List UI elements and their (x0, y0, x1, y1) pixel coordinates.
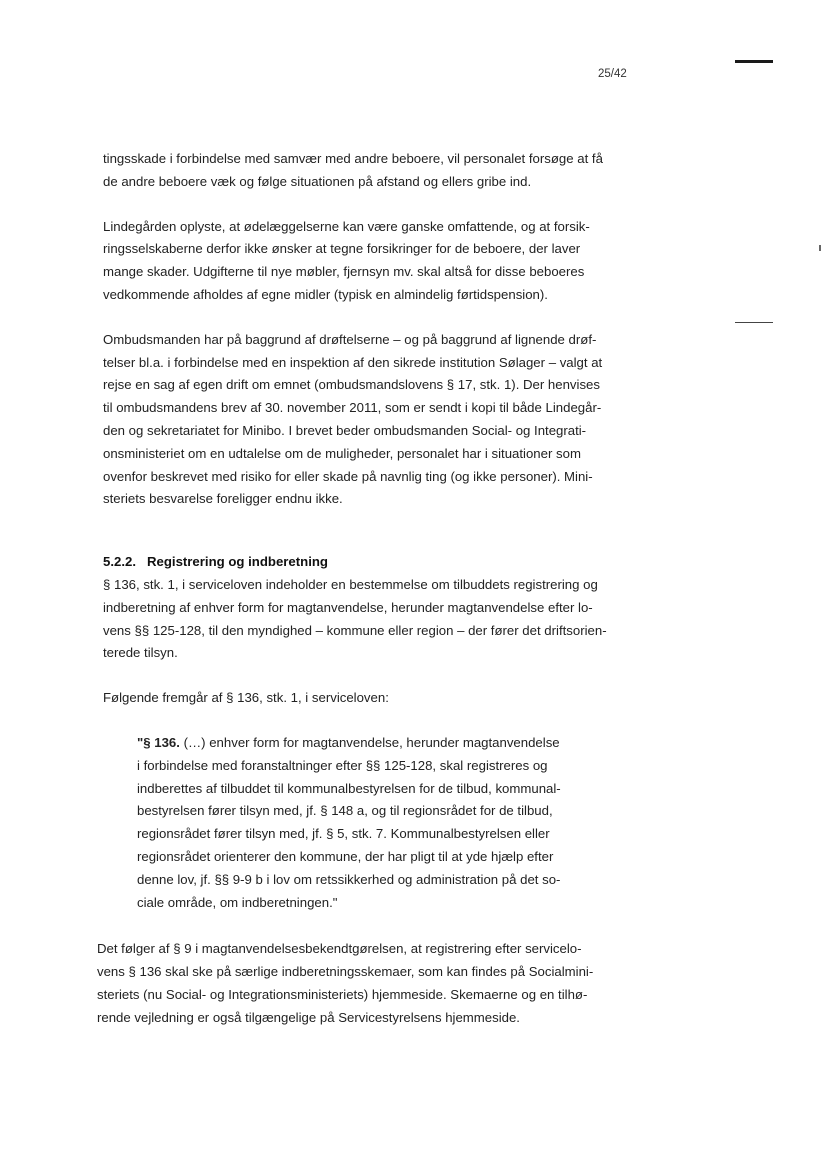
paragraph-6 (97, 938, 623, 1029)
text-line: telser bl.a. i forbindelse med en inspektion af den sikrede institution Sølager – valgt at (103, 354, 603, 370)
text-line: de andre beboere væk og følge situationen på afstand og ellers gribe ind. (103, 173, 532, 189)
text-line: steriets (nu Social- og Integrationsministeriets) hjemmeside. Skemaerne og en tilhø- (97, 986, 588, 1002)
text-line: steriets besvarelse foreligger endnu ikke. (103, 491, 343, 507)
text-line: regionsrådet fører tilsyn med, jf. § 5, stk. 7. Kommunalbestyrelsen eller (137, 826, 550, 842)
document-body (97, 148, 623, 1030)
paragraph-5 (103, 687, 623, 710)
text-line: ciale område, om indberetningen." (137, 894, 338, 910)
text-line: til ombudsmandens brev af 30. november 2011, som er sendt i kopi til både Lindegår- (103, 400, 602, 416)
paragraph-4 (103, 574, 623, 665)
text-line: regionsrådet orienterer den kommune, der har pligt til at yde hjælp efter (137, 848, 554, 864)
law-quote (103, 732, 607, 914)
section-title: Registrering og indberetning (147, 554, 328, 570)
text-line: indberetning af enhver form for magtanvendelse, herunder magtanvendelse efter lo- (103, 599, 593, 615)
margin-mark-middle (735, 322, 773, 323)
section-number: 5.2.2. (103, 554, 136, 570)
text-line: den og sekretariatet for Minibo. I brevet beder ombudsmanden Social- og Integrati- (103, 422, 587, 438)
paragraph-1 (103, 148, 623, 194)
text-line: § 136, stk. 1, i serviceloven indeholder en bestemmelse om tilbuddets registrering og (103, 576, 598, 592)
text-line: i forbindelse med foranstaltninger efter §§ 125-128, skal registreres og (137, 757, 548, 773)
text-line: indberettes af tilbuddet til kommunalbestyrelsen for de tilbud, kommunal- (137, 780, 561, 796)
section-heading (103, 551, 623, 574)
text-line: vens §§ 125-128, til den myndighed – kommune eller region – der fører det driftsorien- (103, 622, 607, 638)
text-line: rejse en sag af egen drift om emnet (ombudsmandslovens § 17, stk. 1). Der henvises (103, 377, 600, 393)
text-line: Ombudsmanden har på baggrund af drøftelserne – og på baggrund af lignende drøf- (103, 331, 597, 347)
paragraph-3 (103, 329, 623, 511)
text-line: vedkommende afholdes af egne midler (typisk en almindelig førtidspension). (103, 286, 548, 302)
text-line: Lindegården oplyste, at ødelæggelserne kan være ganske omfattende, og at forsik- (103, 218, 590, 234)
text-line: terede tilsyn. (103, 645, 178, 661)
text-line: Følgende fremgår af § 136, stk. 1, i serviceloven: (103, 690, 389, 706)
text-line: (…) enhver form for magtanvendelse, herunder magtanvendelse (179, 734, 560, 750)
text-line: denne lov, jf. §§ 9-9 b i lov om retssikkerhed og administration på det so- (137, 871, 561, 887)
scan-edge-mark (819, 245, 821, 251)
text-line: tingsskade i forbindelse med samvær med andre beboere, vil personalet forsøge at få (103, 151, 603, 166)
text-line: Det følger af § 9 i magtanvendelsesbekendtgørelsen, at registrering efter servicelo- (97, 941, 582, 957)
text-line: bestyrelsen fører tilsyn med, jf. § 148 a, og til regionsrådet for de tilbud, (137, 803, 553, 819)
paragraph-2 (103, 216, 623, 307)
text-line: vens § 136 skal ske på særlige indberetningsskemaer, som kan findes på Socialmini- (97, 964, 594, 980)
quote-section-mark: "§ 136. (137, 734, 180, 750)
text-line: mange skader. Udgifterne til nye møbler, fjernsyn mv. skal altså for disse beboeres (103, 264, 585, 280)
text-line: onsministeriet om en udtalelse om de muligheder, personalet har i situationer som (103, 445, 581, 461)
text-line: ringsselskaberne derfor ikke ønsker at tegne forsikringer for de beboere, der laver (103, 241, 581, 257)
text-line: rende vejledning er også tilgængelige på Servicestyrelsens hjemmeside. (97, 1009, 520, 1025)
text-line: ovenfor beskrevet med risiko for eller skade på navnlig ting (og ikke personer). Mini- (103, 468, 593, 484)
page-number: 25/42 (598, 68, 627, 80)
margin-mark-top (735, 60, 773, 63)
